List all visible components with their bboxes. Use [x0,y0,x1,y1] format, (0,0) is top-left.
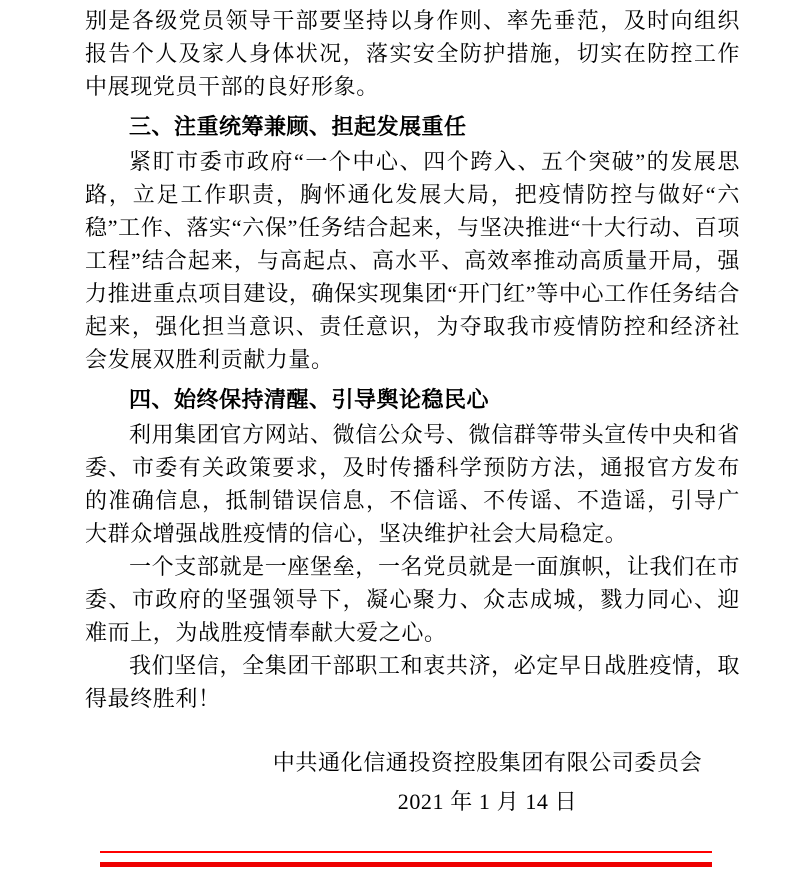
paragraph-continuation: 别是各级党员领导干部要坚持以身作则、率先垂范，及时向组织报告个人及家人身体状况，落实安全防护措施，切实在防控工作中展现党员干部的良好形象。 [85,8,740,99]
date-line: 2021 年 1 月 14 日 [397,789,578,814]
signature-block [235,746,740,818]
signature-line: 中共通化信通投资控股集团有限公司委员会 [272,750,703,775]
paragraph-section-four: 利用集团官方网站、微信公众号、微信群等带头宣传中央和省委、市委有关政策要求，及时传播科学预防方法，通报官方发布的准确信息，抵制错误信息，不信谣、不传谣、不造谣，引导广大群众增强战胜疫情的信心，坚决维护社会大局稳定。 [85,422,740,546]
paragraph-pledge: 一个支部就是一座堡垒，一名党员就是一面旗帜，让我们在市委、市政府的坚强领导下，凝心聚力、众志成城，戮力同心、迎难而上，为战胜疫情奉献大爱之心。 [85,554,740,645]
section-heading-three: 三、注重统筹兼顾、担起发展重任 [129,114,467,139]
section-heading-four: 四、始终保持清醒、引导舆论稳民心 [129,387,490,412]
footer-rule-thin [100,851,712,853]
paragraph-closing: 我们坚信，全集团干部职工和衷共济，必定早日战胜疫情，取得最终胜利！ [85,653,740,711]
paragraph-section-three: 紧盯市委市政府“一个中心、四个跨入、五个突破”的发展思路，立足工作职责，胸怀通化发展大局，把疫情防控与做好“六稳”工作、落实“六保”任务结合起来，与坚决推进“十大行动、百项工程”结合起来，与高起点、高水平、高效率推动高质量开局，强力推进重点项目建设，确保实现集团“开门红”等中心工作任务结合起来，强化担当意识、责任意识，为夺取我市疫情防控和经济社会发展双胜利贡献力量。 [85,149,740,372]
footer-rule-thick [100,862,712,867]
